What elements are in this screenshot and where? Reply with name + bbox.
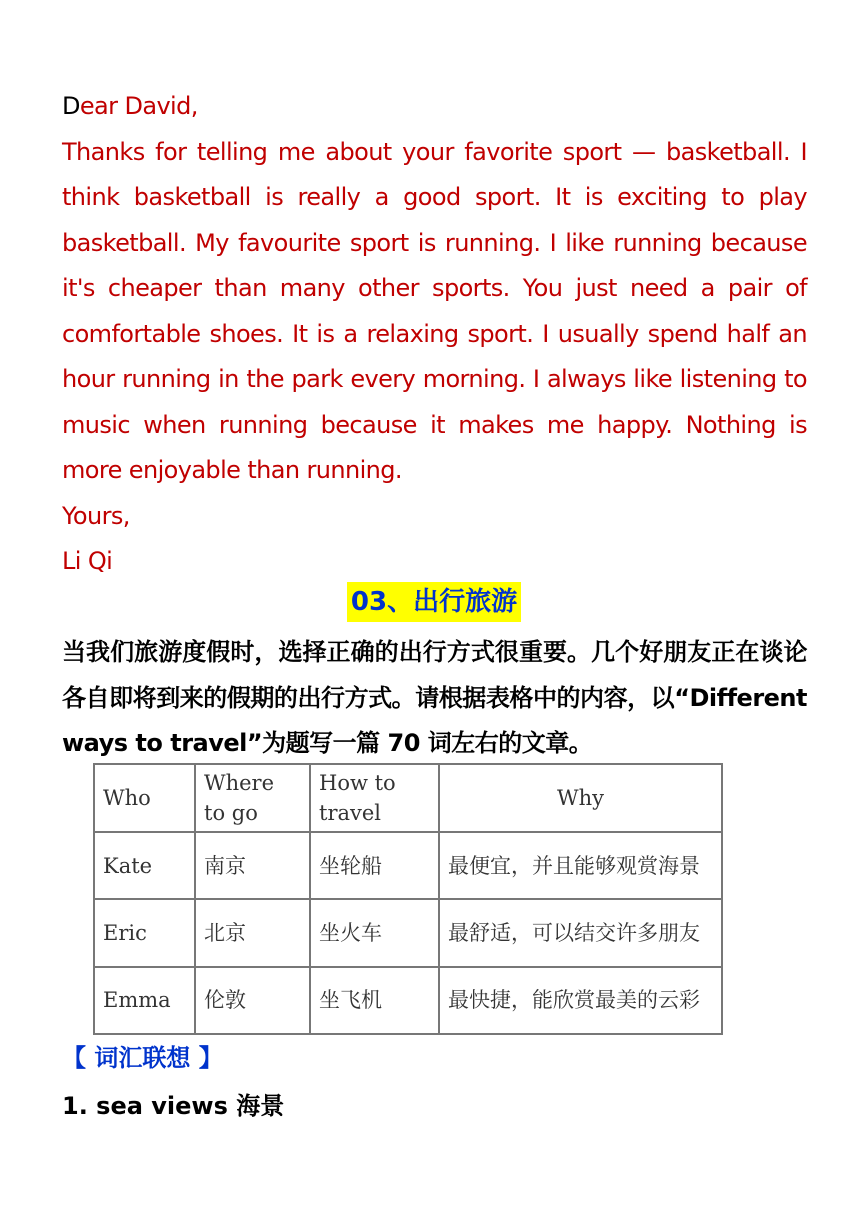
table-row bbox=[94, 899, 722, 966]
cell-who: Emma bbox=[94, 967, 195, 1034]
section-heading-wrap bbox=[0, 582, 868, 622]
letter-signature: Li Qi bbox=[62, 547, 113, 575]
cell-why: 最便宜，并且能够观赏海景 bbox=[439, 832, 722, 899]
table-header-how: How to travel bbox=[310, 764, 439, 832]
cell-how: 坐轮船 bbox=[310, 832, 439, 899]
table-header-who: Who bbox=[94, 764, 195, 832]
table-row bbox=[94, 967, 722, 1034]
travel-table bbox=[93, 763, 723, 1035]
cell-why: 最舒适，可以结交许多朋友 bbox=[439, 899, 722, 966]
vocab-title: 【 词汇联想 】 bbox=[62, 1044, 223, 1072]
salutation-initial: D bbox=[62, 92, 80, 120]
cell-where: 南京 bbox=[195, 832, 310, 899]
cell-where: 伦敦 bbox=[195, 967, 310, 1034]
letter-closing: Yours, bbox=[62, 501, 130, 530]
cell-why: 最快捷，能欣赏最美的云彩 bbox=[439, 967, 722, 1034]
letter-salutation bbox=[62, 84, 807, 130]
table-header-where: Where to go bbox=[195, 764, 310, 832]
cell-who: Eric bbox=[94, 899, 195, 966]
vocab-item: 1. sea views 海景 bbox=[62, 1092, 285, 1120]
writing-prompt: 当我们旅游度假时，选择正确的出行方式很重要。几个好朋友正在谈论各自即将到来的假期的出行方式。请根据表格中的内容，以“Different ways to travel”为题写一篇 70 词左右的文章。 bbox=[62, 638, 807, 757]
salutation-rest: ear David, bbox=[79, 92, 198, 120]
cell-where: 北京 bbox=[195, 899, 310, 966]
cell-how: 坐飞机 bbox=[310, 967, 439, 1034]
letter bbox=[62, 84, 807, 585]
cell-who: Kate bbox=[94, 832, 195, 899]
section-heading: 03、出行旅游 bbox=[347, 582, 521, 622]
cell-how: 坐火车 bbox=[310, 899, 439, 966]
table-row bbox=[94, 832, 722, 899]
letter-body: Thanks for telling me about your favorite sport — basketball. I think basketball is really a good sport. It is exciting to play basketball. My favourite sport is running. I like running because it's cheaper than many other sports. You just need a pair of comfortable shoes. It is a relaxing sport. I usually spend half an hour running in the park every morning. I always like listening to music when running because it makes me happy. Nothing is more enjoyable than running. bbox=[62, 137, 807, 484]
table-header-row bbox=[94, 764, 722, 832]
table-header-why: Why bbox=[439, 764, 722, 832]
